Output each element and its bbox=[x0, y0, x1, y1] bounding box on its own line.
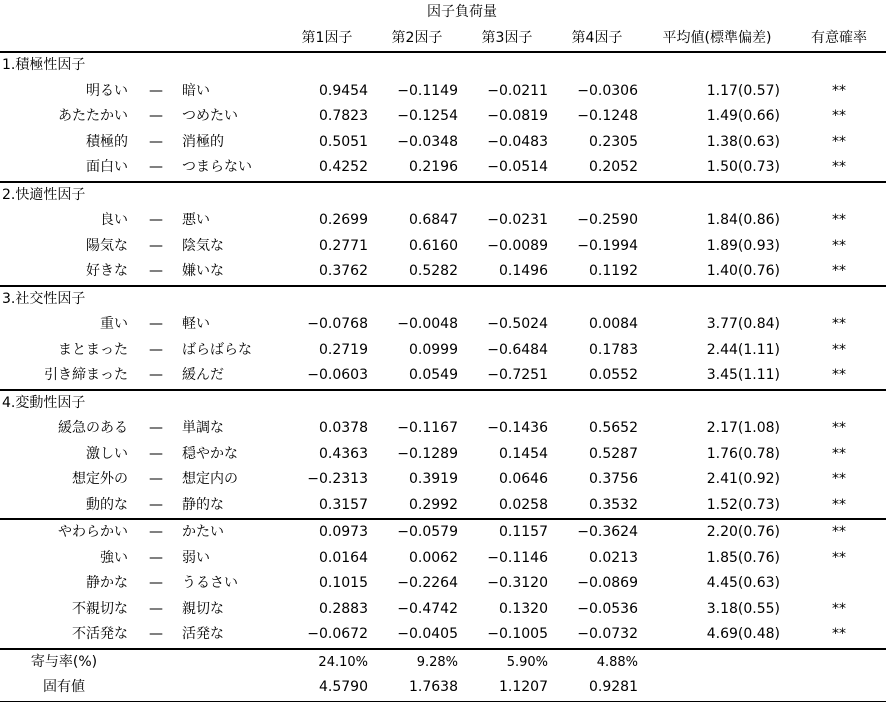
mean-sd: 2.41(0.92) bbox=[706, 471, 780, 488]
significance-mark: ** bbox=[832, 600, 846, 617]
right-adjective: つまらない bbox=[182, 155, 282, 182]
loading-factor1: 0.0973 bbox=[319, 524, 368, 541]
right-adjective: 穏やかな bbox=[182, 445, 238, 462]
right-adjective: 静的な bbox=[182, 493, 282, 520]
pair-dash: — bbox=[149, 549, 163, 566]
section-heading-row bbox=[0, 286, 886, 313]
summary-value-factor3: 1.1207 bbox=[462, 675, 552, 701]
right-adjective: うるさい bbox=[182, 575, 238, 592]
summary-value-factor4: 4.88% bbox=[596, 654, 638, 670]
loading-factor4: −0.0536 bbox=[577, 600, 638, 617]
loading-factor4: 0.0084 bbox=[589, 316, 638, 333]
spacer bbox=[130, 649, 182, 676]
pair-dash: — bbox=[130, 622, 182, 649]
table-row bbox=[0, 597, 886, 623]
table-row bbox=[0, 519, 886, 546]
right-adjective: 悪い bbox=[182, 212, 210, 229]
right-adjective: 暗い bbox=[182, 82, 210, 99]
mean-sd: 1.85(0.76) bbox=[706, 549, 780, 566]
spacer bbox=[182, 649, 282, 676]
loading-factor1: −0.0672 bbox=[282, 622, 372, 649]
loading-factor3: −0.7251 bbox=[462, 363, 552, 390]
left-adjective: 激しい bbox=[86, 445, 128, 462]
loading-factor2: −0.0405 bbox=[372, 622, 462, 649]
significance-mark: ** bbox=[832, 524, 846, 541]
right-adjective: 想定内の bbox=[182, 471, 238, 488]
loading-factor1: 0.1015 bbox=[319, 575, 368, 592]
mean-sd: 2.44(1.11) bbox=[706, 341, 780, 358]
summary-value-factor4: 0.9281 bbox=[552, 675, 642, 701]
pair-dash: — bbox=[149, 316, 163, 333]
table-row bbox=[0, 208, 886, 234]
loading-factor3: −0.0514 bbox=[462, 155, 552, 182]
left-adjective: やわらかい bbox=[58, 524, 128, 541]
pair-dash: — bbox=[149, 341, 163, 358]
significance-mark bbox=[792, 571, 886, 597]
right-adjective: 活発な bbox=[182, 622, 282, 649]
loading-factor2: −0.0048 bbox=[397, 316, 458, 333]
significance-mark: ** bbox=[832, 341, 846, 358]
loading-factor1: 0.4252 bbox=[282, 155, 372, 182]
pair-dash: — bbox=[149, 471, 163, 488]
loading-factor2: −0.4742 bbox=[397, 600, 458, 617]
left-adjective: 緩急のある bbox=[58, 420, 128, 437]
loading-factor3: 0.1454 bbox=[499, 445, 548, 462]
loading-factor4: −0.3624 bbox=[577, 524, 638, 541]
table-row bbox=[0, 442, 886, 468]
loading-factor4: 0.2305 bbox=[589, 133, 638, 150]
loading-factor3: −0.6484 bbox=[487, 341, 548, 358]
significance-mark: ** bbox=[832, 82, 846, 99]
right-adjective: かたい bbox=[182, 524, 224, 541]
loading-factor1: 0.0378 bbox=[319, 420, 368, 437]
left-adjective: 引き締まった bbox=[0, 363, 130, 390]
loading-factor2: −0.1254 bbox=[397, 108, 458, 125]
right-adjective: ばらばらな bbox=[182, 341, 252, 358]
right-adjective: 緩んだ bbox=[182, 363, 282, 390]
mean-sd: 1.17(0.57) bbox=[706, 82, 780, 99]
loading-factor1: 0.2883 bbox=[319, 600, 368, 617]
left-adjective: まとまった bbox=[58, 341, 128, 358]
significance-mark: ** bbox=[832, 133, 846, 150]
left-adjective: 不親切な bbox=[72, 600, 128, 617]
significance-mark: ** bbox=[832, 108, 846, 125]
loading-factor1: 0.2719 bbox=[319, 341, 368, 358]
mean-sd: 3.77(0.84) bbox=[706, 316, 780, 333]
pair-dash: — bbox=[130, 155, 182, 182]
loading-factor1: −0.2313 bbox=[307, 471, 368, 488]
loading-factor4: −0.1248 bbox=[577, 108, 638, 125]
loading-factor2: 0.6160 bbox=[409, 237, 458, 254]
summary-value-factor3: 5.90% bbox=[506, 654, 548, 670]
significance-mark: ** bbox=[792, 363, 886, 390]
loading-factor2: 0.0999 bbox=[409, 341, 458, 358]
loading-factor4: 0.3532 bbox=[552, 493, 642, 520]
loading-factor1: −0.0768 bbox=[307, 316, 368, 333]
summary-row bbox=[0, 675, 886, 701]
pair-dash: — bbox=[149, 600, 163, 617]
mean-sd: 2.20(0.76) bbox=[706, 524, 780, 541]
loading-factor1: 0.2771 bbox=[319, 237, 368, 254]
mean-sd: 1.49(0.66) bbox=[706, 108, 780, 125]
table-row bbox=[0, 571, 886, 597]
pair-dash: — bbox=[130, 493, 182, 520]
loading-factor2: 0.0062 bbox=[409, 549, 458, 566]
header-factor4: 第4因子 bbox=[552, 26, 642, 53]
right-adjective: 嫌いな bbox=[182, 259, 282, 286]
spacer bbox=[130, 675, 182, 701]
loading-factor2: 0.6847 bbox=[409, 212, 458, 229]
left-adjective: 積極的 bbox=[86, 133, 128, 150]
loading-factor3: 0.0258 bbox=[462, 493, 552, 520]
header-factor1: 第1因子 bbox=[282, 26, 372, 53]
loading-factor3: −0.0231 bbox=[487, 212, 548, 229]
loading-factor1: 0.7823 bbox=[319, 108, 368, 125]
right-adjective: 陰気な bbox=[182, 237, 224, 254]
mean-sd: 1.76(0.78) bbox=[706, 445, 780, 462]
loading-factor2: 0.2992 bbox=[372, 493, 462, 520]
summary-value-factor1: 24.10% bbox=[318, 654, 368, 670]
loading-factor2: 0.2196 bbox=[372, 155, 462, 182]
loading-factor3: 0.0646 bbox=[499, 471, 548, 488]
table-title: 因子負荷量 bbox=[427, 4, 497, 21]
mean-sd: 1.84(0.86) bbox=[706, 212, 780, 229]
significance-mark: ** bbox=[792, 622, 886, 649]
loading-factor4: 0.3756 bbox=[589, 471, 638, 488]
mean-sd: 4.45(0.63) bbox=[706, 575, 780, 592]
significance-mark: ** bbox=[832, 237, 846, 254]
left-adjective: 静かな bbox=[86, 575, 128, 592]
loading-factor3: −0.1146 bbox=[487, 549, 548, 566]
table-row bbox=[0, 79, 886, 105]
significance-mark: ** bbox=[792, 155, 886, 182]
mean-sd: 4.69(0.48) bbox=[642, 622, 792, 649]
right-adjective: 消極的 bbox=[182, 133, 224, 150]
header-factor3: 第3因子 bbox=[462, 26, 552, 53]
loading-factor3: −0.5024 bbox=[487, 316, 548, 333]
loading-factor3: −0.0483 bbox=[487, 133, 548, 150]
pair-dash: — bbox=[149, 420, 163, 437]
spacer bbox=[792, 675, 886, 701]
section-heading-row bbox=[0, 390, 886, 417]
summary-row bbox=[0, 649, 886, 676]
summary-label: 寄与率(%) bbox=[30, 653, 98, 670]
table-row bbox=[0, 312, 886, 338]
loading-factor2: −0.1289 bbox=[397, 445, 458, 462]
loading-factor2: −0.1149 bbox=[397, 82, 458, 99]
mean-sd: 1.38(0.63) bbox=[706, 133, 780, 150]
summary-label: 固有値 bbox=[0, 675, 130, 701]
table-row bbox=[0, 622, 886, 649]
loading-factor4: −0.0306 bbox=[577, 82, 638, 99]
loading-factor4: 0.5652 bbox=[589, 420, 638, 437]
right-adjective: 軽い bbox=[182, 316, 210, 333]
left-adjective: 陽気な bbox=[86, 237, 128, 254]
header-factor2: 第2因子 bbox=[372, 26, 462, 53]
loading-factor4: 0.0552 bbox=[552, 363, 642, 390]
loading-factor4: −0.2590 bbox=[577, 212, 638, 229]
loading-factor4: 0.2052 bbox=[552, 155, 642, 182]
mean-sd: 1.89(0.93) bbox=[706, 237, 780, 254]
loading-factor3: −0.0211 bbox=[487, 82, 548, 99]
loading-factor4: 0.1192 bbox=[552, 259, 642, 286]
loading-factor3: −0.1005 bbox=[462, 622, 552, 649]
section-heading-row bbox=[0, 52, 886, 79]
left-adjective: 明るい bbox=[86, 82, 128, 99]
table-row bbox=[0, 234, 886, 260]
loading-factor3: −0.0819 bbox=[487, 108, 548, 125]
section-heading-row bbox=[0, 182, 886, 209]
header-row bbox=[0, 26, 886, 53]
loading-factor3: −0.1436 bbox=[487, 420, 548, 437]
section-heading: 2.快適性因子 bbox=[2, 186, 86, 203]
mean-sd: 1.50(0.73) bbox=[642, 155, 792, 182]
title-row bbox=[0, 0, 886, 26]
summary-value-factor2: 1.7638 bbox=[372, 675, 462, 701]
loading-factor4: 0.0213 bbox=[589, 549, 638, 566]
mean-sd: 3.45(1.11) bbox=[642, 363, 792, 390]
left-adjective: 不活発な bbox=[0, 622, 130, 649]
loading-factor3: −0.0089 bbox=[487, 237, 548, 254]
loading-factor4: −0.0732 bbox=[552, 622, 642, 649]
left-adjective: 重い bbox=[100, 316, 128, 333]
loading-factor1: 0.9454 bbox=[319, 82, 368, 99]
mean-sd: 3.18(0.55) bbox=[706, 600, 780, 617]
pair-dash: — bbox=[149, 133, 163, 150]
spacer bbox=[792, 649, 886, 676]
mean-sd: 1.52(0.73) bbox=[642, 493, 792, 520]
significance-mark: ** bbox=[832, 316, 846, 333]
pair-dash: — bbox=[149, 575, 163, 592]
loading-factor1: 0.3762 bbox=[282, 259, 372, 286]
right-adjective: 親切な bbox=[182, 600, 224, 617]
loading-factor2: 0.5282 bbox=[372, 259, 462, 286]
summary-value-factor1: 4.5790 bbox=[282, 675, 372, 701]
right-adjective: つめたい bbox=[182, 108, 238, 125]
pair-dash: — bbox=[130, 363, 182, 390]
loading-factor1: 0.2699 bbox=[319, 212, 368, 229]
pair-dash: — bbox=[149, 212, 163, 229]
section-heading: 4.変動性因子 bbox=[2, 394, 86, 411]
mean-sd: 1.40(0.76) bbox=[642, 259, 792, 286]
loading-factor2: −0.2264 bbox=[397, 575, 458, 592]
significance-mark: ** bbox=[832, 445, 846, 462]
loading-factor3: 0.1157 bbox=[499, 524, 548, 541]
section-heading: 3.社交性因子 bbox=[2, 290, 86, 307]
table-row bbox=[0, 104, 886, 130]
section-heading: 1.積極性因子 bbox=[2, 57, 86, 74]
significance-mark: ** bbox=[832, 212, 846, 229]
pair-dash: — bbox=[149, 108, 163, 125]
pair-dash: — bbox=[149, 445, 163, 462]
table-row bbox=[0, 546, 886, 572]
header-mean-sd: 平均値(標準偏差) bbox=[642, 26, 792, 53]
significance-mark: ** bbox=[792, 493, 886, 520]
loading-factor4: 0.5287 bbox=[589, 445, 638, 462]
mean-sd: 2.17(1.08) bbox=[706, 420, 780, 437]
pair-dash: — bbox=[149, 82, 163, 99]
table-row bbox=[0, 155, 886, 182]
loading-factor2: 0.3919 bbox=[409, 471, 458, 488]
spacer bbox=[182, 675, 282, 701]
loading-factor2: −0.1167 bbox=[397, 420, 458, 437]
loading-factor3: 0.1496 bbox=[462, 259, 552, 286]
table-row bbox=[0, 338, 886, 364]
loading-factor3: −0.3120 bbox=[487, 575, 548, 592]
summary-value-factor2: 9.28% bbox=[416, 654, 458, 670]
left-adjective: 好きな bbox=[0, 259, 130, 286]
table-row bbox=[0, 259, 886, 286]
table-row bbox=[0, 493, 886, 520]
loading-factor1: 0.3157 bbox=[282, 493, 372, 520]
significance-mark: ** bbox=[832, 549, 846, 566]
table-row bbox=[0, 416, 886, 442]
significance-mark: ** bbox=[832, 471, 846, 488]
loading-factor1: 0.0164 bbox=[319, 549, 368, 566]
right-adjective: 弱い bbox=[182, 549, 210, 566]
header-significance: 有意確率 bbox=[792, 26, 886, 53]
left-adjective: 良い bbox=[100, 212, 128, 229]
table-row bbox=[0, 467, 886, 493]
pair-dash: — bbox=[149, 524, 163, 541]
table-row bbox=[0, 363, 886, 390]
left-adjective: 動的な bbox=[0, 493, 130, 520]
right-adjective: 単調な bbox=[182, 420, 224, 437]
left-adjective: 面白い bbox=[0, 155, 130, 182]
loading-factor3: 0.1320 bbox=[499, 600, 548, 617]
spacer bbox=[642, 649, 792, 676]
pair-dash: — bbox=[130, 259, 182, 286]
loading-factor2: −0.0348 bbox=[397, 133, 458, 150]
significance-mark: ** bbox=[792, 259, 886, 286]
left-adjective: 強い bbox=[100, 549, 128, 566]
table-row bbox=[0, 130, 886, 156]
loading-factor1: 0.5051 bbox=[319, 133, 368, 150]
pair-dash: — bbox=[149, 237, 163, 254]
loading-factor1: −0.0603 bbox=[282, 363, 372, 390]
left-adjective: 想定外の bbox=[72, 471, 128, 488]
loading-factor2: 0.0549 bbox=[372, 363, 462, 390]
spacer bbox=[642, 675, 792, 701]
loading-factor1: 0.4363 bbox=[319, 445, 368, 462]
loading-factor4: −0.0869 bbox=[577, 575, 638, 592]
loading-factor4: −0.1994 bbox=[577, 237, 638, 254]
loading-factor4: 0.1783 bbox=[589, 341, 638, 358]
significance-mark: ** bbox=[832, 420, 846, 437]
loading-factor2: −0.0579 bbox=[397, 524, 458, 541]
left-adjective: あたたかい bbox=[58, 108, 128, 125]
